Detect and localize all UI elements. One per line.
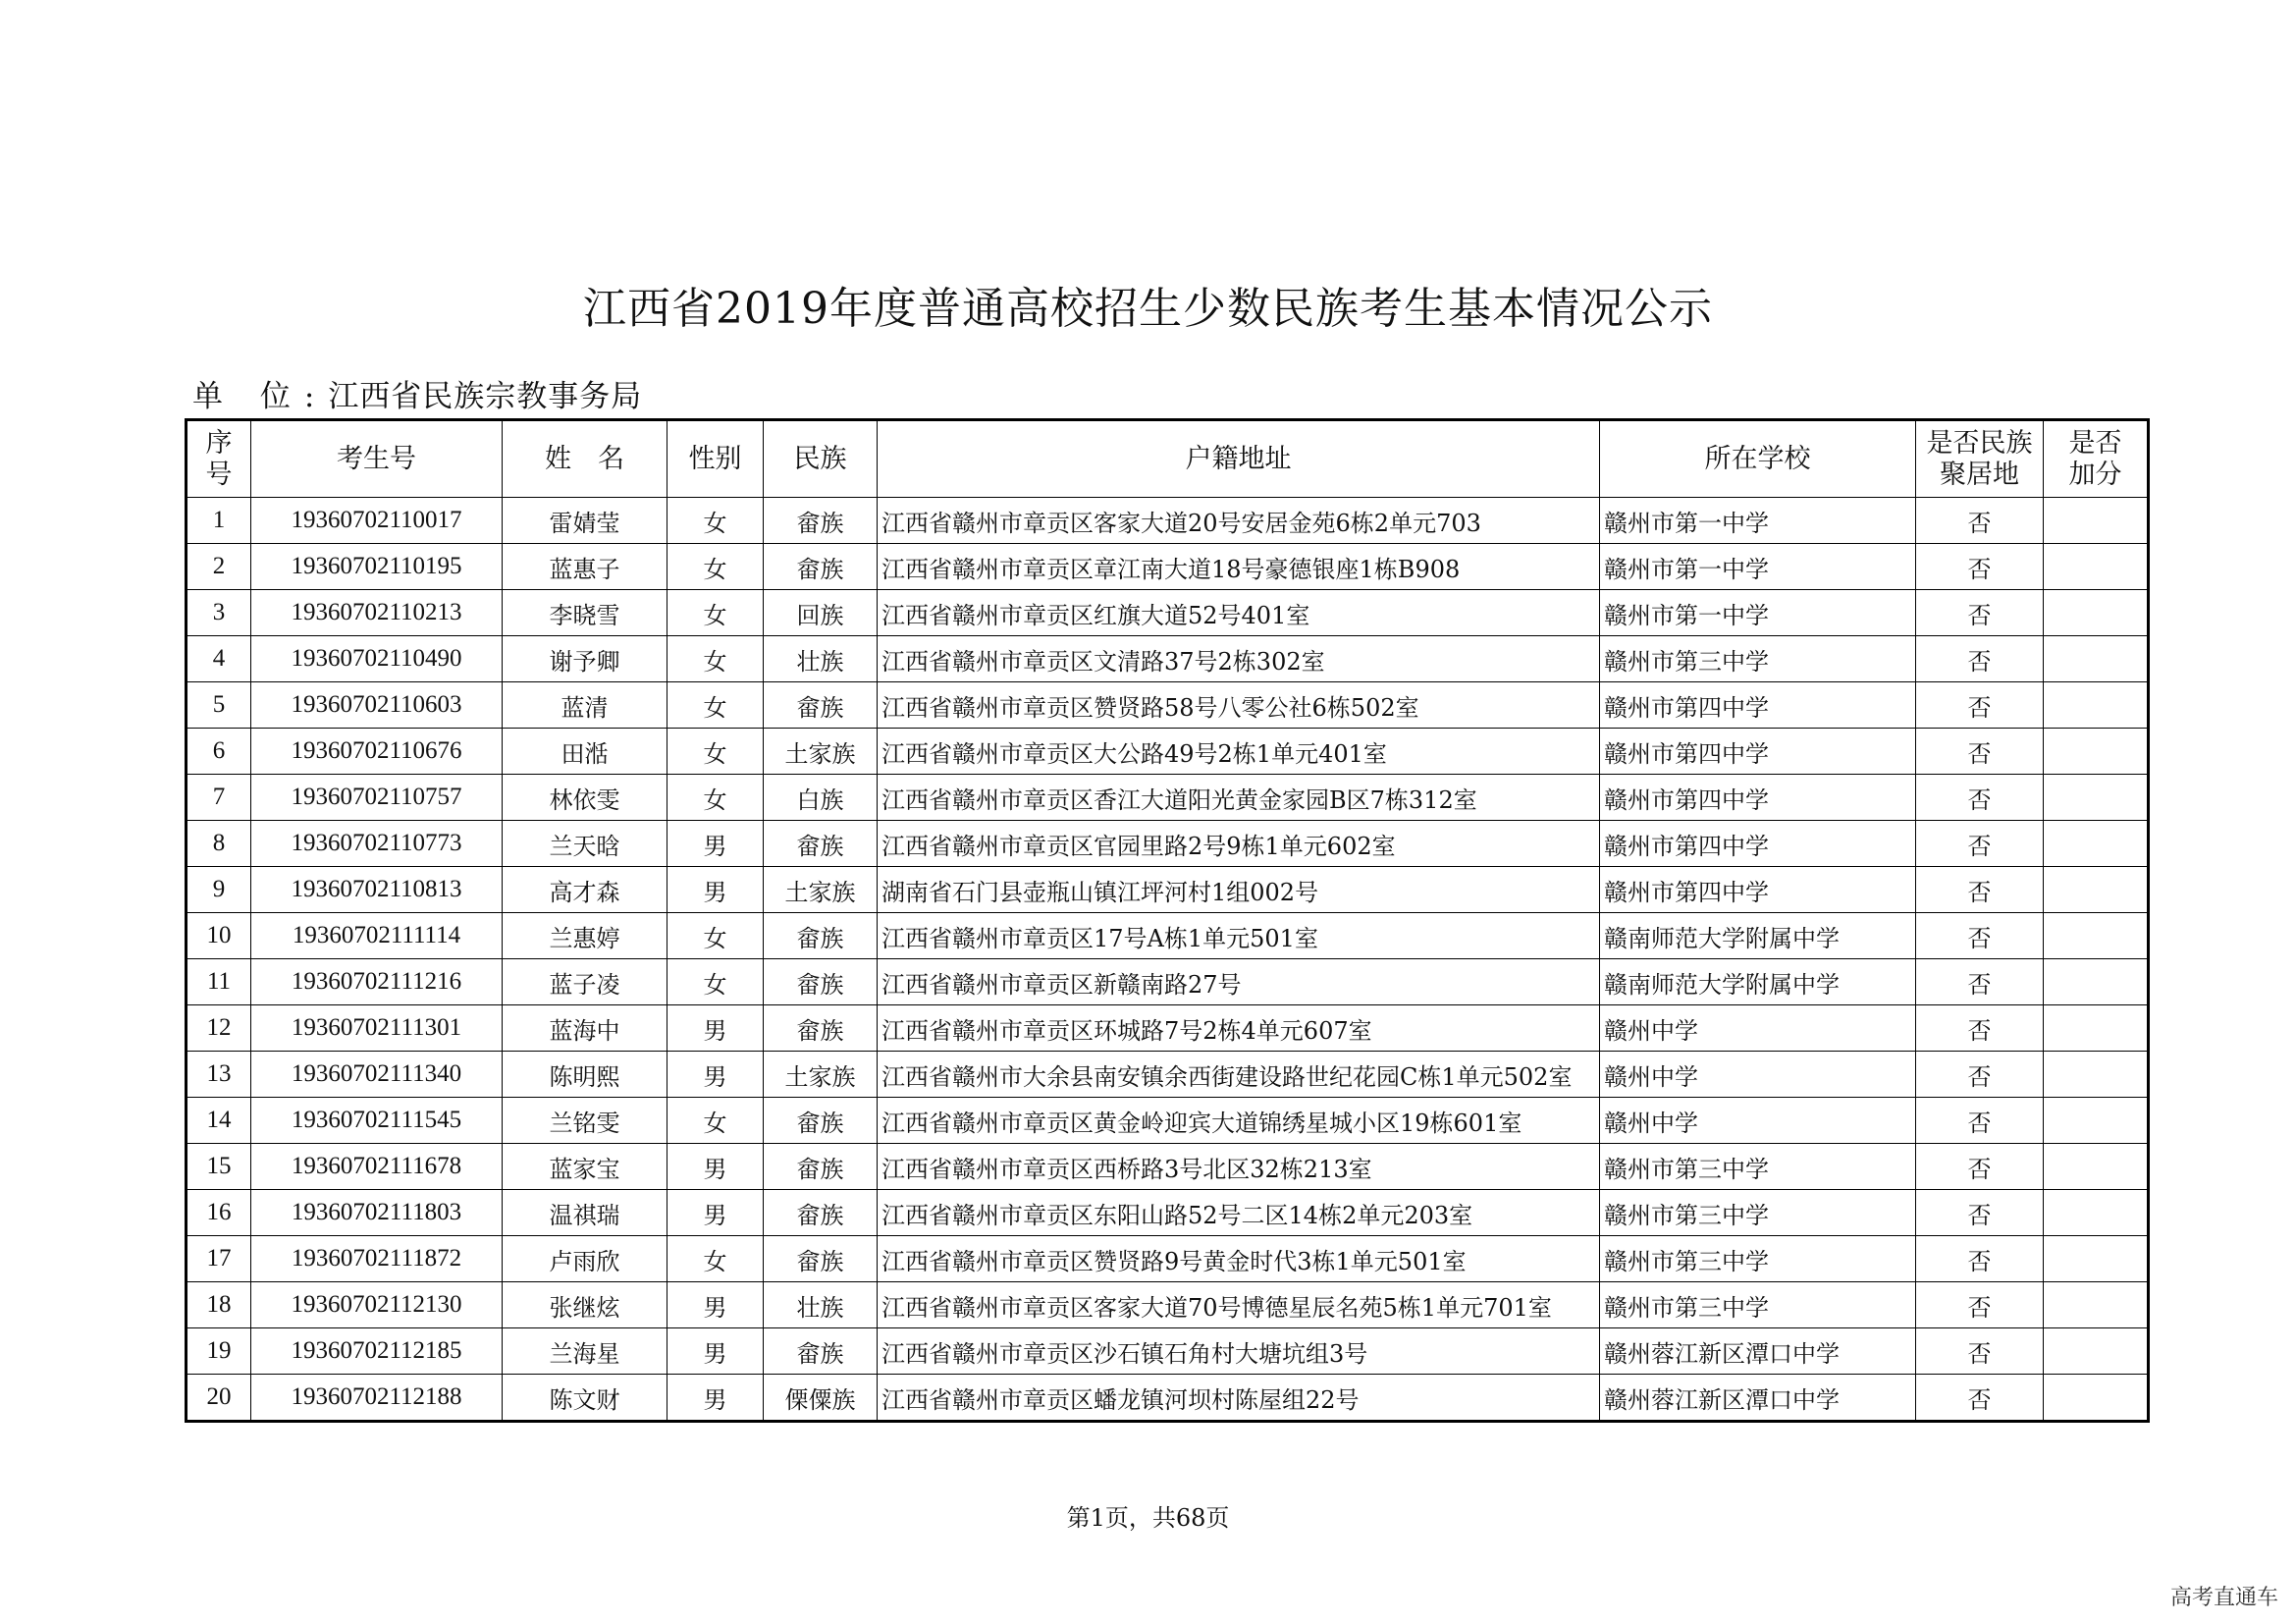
cell-address: 江西省赣州市章贡区大公路49号2栋1单元401室	[878, 729, 1600, 775]
cell-seq: 1	[187, 498, 251, 544]
cell-seq: 6	[187, 729, 251, 775]
cell-settlement: 否	[1916, 867, 2044, 913]
cell-school: 赣州蓉江新区潭口中学	[1600, 1328, 1916, 1375]
cell-gender: 男	[667, 1144, 764, 1190]
cell-settlement: 否	[1916, 821, 2044, 867]
cell-ethnicity: 土家族	[764, 1052, 878, 1098]
cell-exam-no: 19360702110213	[251, 590, 503, 636]
cell-address: 江西省赣州市章贡区黄金岭迎宾大道锦绣星城小区19栋601室	[878, 1098, 1600, 1144]
cell-ethnicity: 壮族	[764, 1282, 878, 1328]
cell-name: 蓝子凌	[503, 959, 667, 1005]
cell-address: 江西省赣州市章贡区官园里路2号9栋1单元602室	[878, 821, 1600, 867]
cell-gender: 女	[667, 682, 764, 729]
header-settlement: 是否民族 聚居地	[1916, 420, 2044, 498]
cell-exam-no: 19360702110195	[251, 544, 503, 590]
cell-settlement: 否	[1916, 729, 2044, 775]
header-seq: 序 号	[187, 420, 251, 498]
cell-exam-no: 19360702111340	[251, 1052, 503, 1098]
cell-gender: 男	[667, 821, 764, 867]
cell-name: 李晓雪	[503, 590, 667, 636]
cell-name: 高才森	[503, 867, 667, 913]
cell-bonus	[2044, 775, 2149, 821]
cell-address: 江西省赣州市章贡区沙石镇石角村大塘坑组3号	[878, 1328, 1600, 1375]
cell-bonus	[2044, 729, 2149, 775]
cell-seq: 20	[187, 1375, 251, 1422]
cell-school: 赣州市第一中学	[1600, 498, 1916, 544]
table-row	[187, 1190, 2149, 1236]
cell-school: 赣州市第三中学	[1600, 1282, 1916, 1328]
cell-seq: 10	[187, 913, 251, 959]
cell-settlement: 否	[1916, 1328, 2044, 1375]
cell-bonus	[2044, 867, 2149, 913]
cell-bonus	[2044, 682, 2149, 729]
cell-ethnicity: 畲族	[764, 498, 878, 544]
cell-name: 温祺瑞	[503, 1190, 667, 1236]
cell-ethnicity: 土家族	[764, 867, 878, 913]
cell-address: 江西省赣州市章贡区蟠龙镇河坝村陈屋组22号	[878, 1375, 1600, 1422]
table-row	[187, 1098, 2149, 1144]
header-name: 姓 名	[503, 420, 667, 498]
cell-address: 江西省赣州市章贡区东阳山路52号二区14栋2单元203室	[878, 1190, 1600, 1236]
cell-gender: 女	[667, 913, 764, 959]
cell-gender: 男	[667, 1328, 764, 1375]
cell-settlement: 否	[1916, 544, 2044, 590]
cell-address: 江西省赣州市章贡区香江大道阳光黄金家园B区7栋312室	[878, 775, 1600, 821]
table-row	[187, 1005, 2149, 1052]
cell-seq: 11	[187, 959, 251, 1005]
cell-address: 江西省赣州市章贡区章江南大道18号豪德银座1栋B908	[878, 544, 1600, 590]
cell-gender: 男	[667, 867, 764, 913]
cell-seq: 17	[187, 1236, 251, 1282]
cell-bonus	[2044, 590, 2149, 636]
cell-school: 赣南师范大学附属中学	[1600, 959, 1916, 1005]
cell-name: 卢雨欣	[503, 1236, 667, 1282]
cell-bonus	[2044, 1098, 2149, 1144]
cell-name: 陈文财	[503, 1375, 667, 1422]
cell-bonus	[2044, 636, 2149, 682]
table-row	[187, 590, 2149, 636]
table-row	[187, 1282, 2149, 1328]
cell-ethnicity: 畲族	[764, 913, 878, 959]
cell-settlement: 否	[1916, 636, 2044, 682]
cell-address: 江西省赣州市章贡区环城路7号2栋4单元607室	[878, 1005, 1600, 1052]
cell-gender: 女	[667, 959, 764, 1005]
cell-address: 江西省赣州市章贡区赞贤路58号八零公社6栋502室	[878, 682, 1600, 729]
cell-seq: 7	[187, 775, 251, 821]
cell-school: 赣州市第一中学	[1600, 590, 1916, 636]
cell-gender: 女	[667, 590, 764, 636]
cell-name: 兰铭雯	[503, 1098, 667, 1144]
cell-bonus	[2044, 1052, 2149, 1098]
cell-name: 林依雯	[503, 775, 667, 821]
cell-address: 江西省赣州市章贡区赞贤路9号黄金时代3栋1单元501室	[878, 1236, 1600, 1282]
cell-school: 赣州市第四中学	[1600, 821, 1916, 867]
cell-address: 江西省赣州市章贡区新赣南路27号	[878, 959, 1600, 1005]
cell-settlement: 否	[1916, 959, 2044, 1005]
cell-address: 江西省赣州市章贡区红旗大道52号401室	[878, 590, 1600, 636]
cell-name: 田湉	[503, 729, 667, 775]
header-gender: 性别	[667, 420, 764, 498]
cell-school: 赣州市第一中学	[1600, 544, 1916, 590]
cell-name: 兰海星	[503, 1328, 667, 1375]
cell-school: 赣州蓉江新区潭口中学	[1600, 1375, 1916, 1422]
cell-ethnicity: 畲族	[764, 1005, 878, 1052]
cell-exam-no: 19360702111301	[251, 1005, 503, 1052]
cell-name: 陈明熙	[503, 1052, 667, 1098]
cell-settlement: 否	[1916, 775, 2044, 821]
cell-address: 江西省赣州市章贡区客家大道70号博德星辰名苑5栋1单元701室	[878, 1282, 1600, 1328]
cell-settlement: 否	[1916, 1144, 2044, 1190]
cell-bonus	[2044, 1144, 2149, 1190]
cell-ethnicity: 畲族	[764, 1144, 878, 1190]
cell-gender: 男	[667, 1005, 764, 1052]
cell-settlement: 否	[1916, 1190, 2044, 1236]
cell-settlement: 否	[1916, 498, 2044, 544]
cell-school: 赣州市第三中学	[1600, 1236, 1916, 1282]
cell-exam-no: 19360702110676	[251, 729, 503, 775]
cell-ethnicity: 畲族	[764, 959, 878, 1005]
cell-school: 赣州市第三中学	[1600, 1144, 1916, 1190]
cell-exam-no: 19360702110603	[251, 682, 503, 729]
cell-settlement: 否	[1916, 682, 2044, 729]
cell-ethnicity: 畲族	[764, 1236, 878, 1282]
cell-address: 江西省赣州市章贡区西桥路3号北区32栋213室	[878, 1144, 1600, 1190]
cell-gender: 女	[667, 498, 764, 544]
cell-bonus	[2044, 959, 2149, 1005]
cell-seq: 9	[187, 867, 251, 913]
table-row	[187, 498, 2149, 544]
cell-seq: 16	[187, 1190, 251, 1236]
cell-name: 蓝家宝	[503, 1144, 667, 1190]
cell-name: 谢予卿	[503, 636, 667, 682]
cell-gender: 女	[667, 1236, 764, 1282]
header-school: 所在学校	[1600, 420, 1916, 498]
cell-exam-no: 19360702111545	[251, 1098, 503, 1144]
table-row	[187, 1052, 2149, 1098]
cell-seq: 14	[187, 1098, 251, 1144]
table-row	[187, 1144, 2149, 1190]
cell-exam-no: 19360702110017	[251, 498, 503, 544]
cell-settlement: 否	[1916, 1052, 2044, 1098]
cell-settlement: 否	[1916, 913, 2044, 959]
cell-bonus	[2044, 821, 2149, 867]
cell-school: 赣州市第三中学	[1600, 1190, 1916, 1236]
cell-address: 湖南省石门县壶瓶山镇江坪河村1组002号	[878, 867, 1600, 913]
cell-gender: 男	[667, 1190, 764, 1236]
table-row	[187, 867, 2149, 913]
cell-ethnicity: 畲族	[764, 821, 878, 867]
cell-exam-no: 19360702110757	[251, 775, 503, 821]
table-row	[187, 636, 2149, 682]
table-row	[187, 775, 2149, 821]
table-row	[187, 1375, 2149, 1422]
table-row	[187, 729, 2149, 775]
cell-gender: 女	[667, 729, 764, 775]
cell-school: 赣州市第四中学	[1600, 867, 1916, 913]
cell-seq: 8	[187, 821, 251, 867]
cell-bonus	[2044, 1236, 2149, 1282]
cell-ethnicity: 白族	[764, 775, 878, 821]
page-title: 江西省2019年度普通高校招生少数民族考生基本情况公示	[583, 284, 1713, 334]
cell-settlement: 否	[1916, 1098, 2044, 1144]
table-row	[187, 544, 2149, 590]
cell-gender: 女	[667, 1098, 764, 1144]
cell-ethnicity: 畲族	[764, 1190, 878, 1236]
table-row	[187, 1328, 2149, 1375]
cell-ethnicity: 畲族	[764, 544, 878, 590]
cell-school: 赣州中学	[1600, 1098, 1916, 1144]
cell-ethnicity: 畲族	[764, 682, 878, 729]
cell-school: 赣南师范大学附属中学	[1600, 913, 1916, 959]
cell-exam-no: 19360702110490	[251, 636, 503, 682]
cell-bonus	[2044, 1328, 2149, 1375]
cell-settlement: 否	[1916, 590, 2044, 636]
unit-line	[192, 371, 642, 415]
cell-address: 江西省赣州市章贡区17号A栋1单元501室	[878, 913, 1600, 959]
cell-address: 江西省赣州市大余县南安镇余西街建设路世纪花园C栋1单元502室	[878, 1052, 1600, 1098]
cell-seq: 15	[187, 1144, 251, 1190]
unit-value: 江西省民族宗教事务局	[328, 379, 643, 414]
cell-ethnicity: 回族	[764, 590, 878, 636]
watermark: 高考直通车	[2169, 1586, 2278, 1610]
header-exam-no: 考生号	[251, 420, 503, 498]
cell-bonus	[2044, 498, 2149, 544]
table-row	[187, 959, 2149, 1005]
page-footer: 第1页，共68页	[1066, 1504, 1230, 1532]
cell-exam-no: 19360702112130	[251, 1282, 503, 1328]
cell-name: 蓝清	[503, 682, 667, 729]
cell-bonus	[2044, 1005, 2149, 1052]
cell-name: 雷婧莹	[503, 498, 667, 544]
cell-school: 赣州中学	[1600, 1005, 1916, 1052]
cell-address: 江西省赣州市章贡区文清路37号2栋302室	[878, 636, 1600, 682]
cell-exam-no: 19360702111678	[251, 1144, 503, 1190]
cell-exam-no: 19360702111803	[251, 1190, 503, 1236]
cell-gender: 女	[667, 636, 764, 682]
cell-school: 赣州市第四中学	[1600, 729, 1916, 775]
header-bonus: 是否 加分	[2044, 420, 2149, 498]
cell-exam-no: 19360702112185	[251, 1328, 503, 1375]
cell-settlement: 否	[1916, 1375, 2044, 1422]
cell-settlement: 否	[1916, 1005, 2044, 1052]
cell-school: 赣州市第四中学	[1600, 775, 1916, 821]
cell-seq: 3	[187, 590, 251, 636]
table-row	[187, 821, 2149, 867]
cell-address: 江西省赣州市章贡区客家大道20号安居金苑6栋2单元703	[878, 498, 1600, 544]
cell-seq: 5	[187, 682, 251, 729]
cell-gender: 男	[667, 1282, 764, 1328]
cell-seq: 4	[187, 636, 251, 682]
cell-ethnicity: 傈僳族	[764, 1375, 878, 1422]
cell-bonus	[2044, 1190, 2149, 1236]
cell-exam-no: 19360702111114	[251, 913, 503, 959]
cell-settlement: 否	[1916, 1282, 2044, 1328]
cell-exam-no: 19360702111216	[251, 959, 503, 1005]
cell-bonus	[2044, 1375, 2149, 1422]
cell-bonus	[2044, 544, 2149, 590]
cell-gender: 男	[667, 1052, 764, 1098]
cell-name: 蓝海中	[503, 1005, 667, 1052]
cell-exam-no: 19360702110773	[251, 821, 503, 867]
cell-ethnicity: 壮族	[764, 636, 878, 682]
cell-ethnicity: 畲族	[764, 1098, 878, 1144]
cell-school: 赣州中学	[1600, 1052, 1916, 1098]
cell-exam-no: 19360702111872	[251, 1236, 503, 1282]
cell-bonus	[2044, 1282, 2149, 1328]
cell-name: 兰惠婷	[503, 913, 667, 959]
cell-school: 赣州市第四中学	[1600, 682, 1916, 729]
cell-seq: 2	[187, 544, 251, 590]
cell-exam-no: 19360702110813	[251, 867, 503, 913]
table-header-row	[187, 420, 2149, 498]
cell-seq: 12	[187, 1005, 251, 1052]
unit-label: 单 位:	[192, 379, 329, 414]
cell-seq: 18	[187, 1282, 251, 1328]
cell-name: 张继炫	[503, 1282, 667, 1328]
cell-gender: 女	[667, 544, 764, 590]
cell-school: 赣州市第三中学	[1600, 636, 1916, 682]
cell-name: 蓝惠子	[503, 544, 667, 590]
cell-settlement: 否	[1916, 1236, 2044, 1282]
cell-exam-no: 19360702112188	[251, 1375, 503, 1422]
cell-seq: 19	[187, 1328, 251, 1375]
table-row	[187, 682, 2149, 729]
cell-gender: 女	[667, 775, 764, 821]
header-address: 户籍地址	[878, 420, 1600, 498]
students-table	[185, 418, 2150, 1423]
cell-bonus	[2044, 913, 2149, 959]
table-row	[187, 1236, 2149, 1282]
table-row	[187, 913, 2149, 959]
cell-ethnicity: 土家族	[764, 729, 878, 775]
cell-name: 兰天晗	[503, 821, 667, 867]
cell-ethnicity: 畲族	[764, 1328, 878, 1375]
cell-gender: 男	[667, 1375, 764, 1422]
header-ethnicity: 民族	[764, 420, 878, 498]
cell-seq: 13	[187, 1052, 251, 1098]
